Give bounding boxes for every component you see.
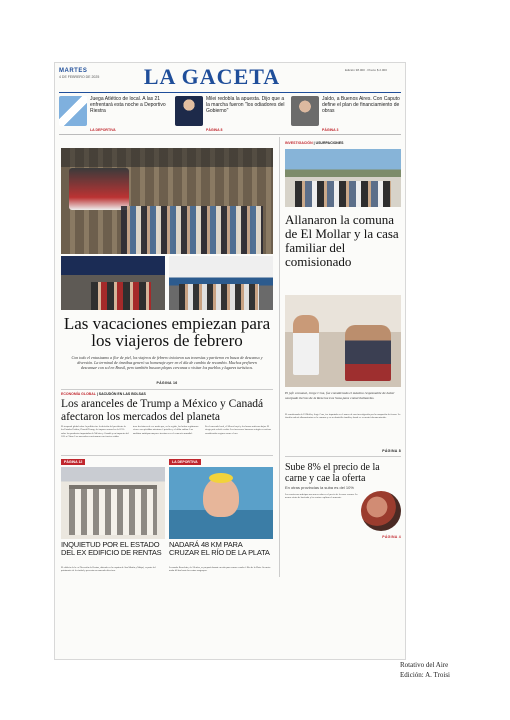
teaser-atletico[interactable] [59, 94, 171, 132]
terminal-photo [169, 256, 273, 310]
page-reference: PÁGINA 4 [382, 535, 401, 539]
teaser-text: Juega Atlético de local. A las 21 enfrentará esta noche a Deportivo Riestra [90, 96, 166, 114]
section-divider [61, 389, 273, 390]
teaser-jaldo[interactable] [291, 94, 403, 132]
kicker-topic: USURPACIONES [315, 141, 344, 145]
main-deck: Con todo el entusiasmo a flor de piel, los viajeros de febrero iniciaron sus travesías y partieron en busca de descanso y diversión. La terminal de ómnibus generó su homenaje ayer en el día de cambio de recambio. Muchos prefieren descansar con sol en Brasil, pero también buscan playas cercanas o visitar los pueblos y lugares turísticos. [71, 355, 263, 370]
carne-headline[interactable]: Sube 8% el precio de la carne y cae la oferta [285, 462, 380, 484]
investigacion-body: El comisionado de El Mollar, Jorge Cruz, fue imputado en el marco de una investigación por la usurpación de tierras. La fiscalía ordenó allanamientos en la comuna y en su domicilio familiar, donde se secuestró documentación. [285, 413, 401, 420]
portrait-image [175, 96, 203, 126]
swimmer-text: Leonardo Benedetto, de 28 años, se preparó durante un año para cruzar a nado el Río de la Plata. Su meta: nadar 48 km hasta las costas uruguayas. [169, 566, 271, 573]
newspaper-masthead: LA GACETA [143, 64, 281, 89]
section-divider [61, 455, 273, 456]
teaser-section: PÁGINA 3 [322, 128, 339, 132]
body-column: tuvo decisiones de ese modo que, en la región, las bolsas registraron cierres con pérdidas mientras el petróleo y el dólar subían. Los analistas anticipan mayores tensiones en el comercio mundial. [133, 425, 199, 435]
travelers-photo [61, 256, 165, 310]
teaser-milei[interactable] [175, 94, 287, 132]
kicker-separator: | [96, 392, 99, 396]
teaser-section: LA DEPORTIVA [90, 128, 116, 132]
teaser-text: Jaldo, a Buenos Aires. Con Caputo define el plan de financiamiento de obras [322, 96, 400, 114]
swimmer-photo [169, 467, 273, 539]
photo-caption: El jefe comunal, Jorge Cruz, fue considerado el máximo responsable de haber usurpado tierras de la Reserva Los Sosa para comercializarlas. [285, 391, 395, 400]
section-divider [59, 134, 401, 135]
bus-terminal-photo [61, 148, 273, 254]
investigacion-headline[interactable]: Allanaron la comuna de El Mollar y la casa familiar del comisionado [285, 212, 399, 269]
column-divider [279, 137, 280, 577]
masthead-rule [59, 92, 401, 93]
newspaper-front-page [54, 62, 406, 660]
issue-meta: Edición 38.000 · Precio $ 2.000 [345, 68, 387, 72]
portrait-image [291, 96, 319, 126]
page-reference: PÁGINA 8 [382, 449, 401, 453]
club-crest-image [59, 96, 87, 126]
credit-program: Rotativo del Aire [400, 661, 449, 669]
teaser-strip [59, 94, 401, 132]
teaser-text: Milei redobla la apuesta. Dijo que a la marcha fueron "los odiadores del Gobierno" [206, 96, 285, 114]
credit-editor: Edición: A. Troisi [400, 671, 450, 679]
body-column: En el mercado local, el Merval cayó y los bonos sufrieron bajas. El riesgo país volvió a subir. Los inversores buscaron refugio en activos considerados seguros como el oro. [205, 425, 272, 435]
kicker-section: INVESTIGACIÓN [285, 141, 313, 145]
kicker-topic: SACUDÓN EN LAS BOLSAS [98, 392, 146, 396]
section-badge: LA DEPORTIVA [169, 459, 201, 465]
crowd-shape [121, 206, 263, 254]
kicker-separator: | [313, 141, 316, 145]
section-badge: PÁGINA 12 [61, 459, 85, 465]
meat-photo [361, 491, 401, 531]
carne-subhead: En otras provincias la suba es del 10% [285, 485, 354, 490]
kicker-section: ECONOMÍA GLOBAL [61, 392, 96, 396]
issue-date: 4 DE FEBRERO DE 2025 [59, 75, 100, 79]
aranceles-body [61, 425, 273, 453]
story-kicker [61, 392, 146, 396]
building-photo [61, 467, 165, 539]
raid-photo [285, 149, 401, 207]
story-kicker [285, 141, 344, 145]
rentas-headline[interactable]: INQUIETUD POR EL ESTADO DEL EX EDIFICIO DE RENTAS [61, 540, 162, 557]
officials-photo [285, 295, 401, 387]
secondary-photos [61, 256, 273, 310]
issue-day: MARTES [59, 68, 88, 74]
carne-text: Los carniceros anticipan una nueva suba en el precio de la carne vacuna. La menor oferta de hacienda y los costos explican el aumento. [285, 493, 358, 500]
teaser-section: PÁGINA 8 [206, 128, 223, 132]
credit-block [400, 660, 450, 680]
rentas-text: El edificio de la ex Dirección de Rentas, ubicado en la esquina de San Martín y Maipú, es parte del patrimonio de la ciudad y presenta un marcado deterioro. [61, 566, 156, 573]
swimmer-headline[interactable]: NADARÁ 48 KM PARA CRUZAR EL RÍO DE LA PLATA [169, 540, 270, 557]
main-headline[interactable]: Las vacaciones empiezan para los viajeros de febrero [63, 314, 271, 350]
bus-shape [69, 168, 129, 210]
aranceles-headline[interactable]: Los aranceles de Trump a México y Canadá afectaron los mercados del planeta [61, 398, 264, 423]
body-column: El temporal global sobre la política fue la decisión del presidente de los Estados Unidos, Donald Trump, de imponer aranceles del 25% sobre los productos importados de México y Canadá y un impuesto del 10% a China. Los mercados reaccionaron con fuertes caídas. [61, 425, 129, 438]
page-reference: PÁGINA 16 [156, 381, 178, 385]
section-divider [285, 456, 401, 457]
